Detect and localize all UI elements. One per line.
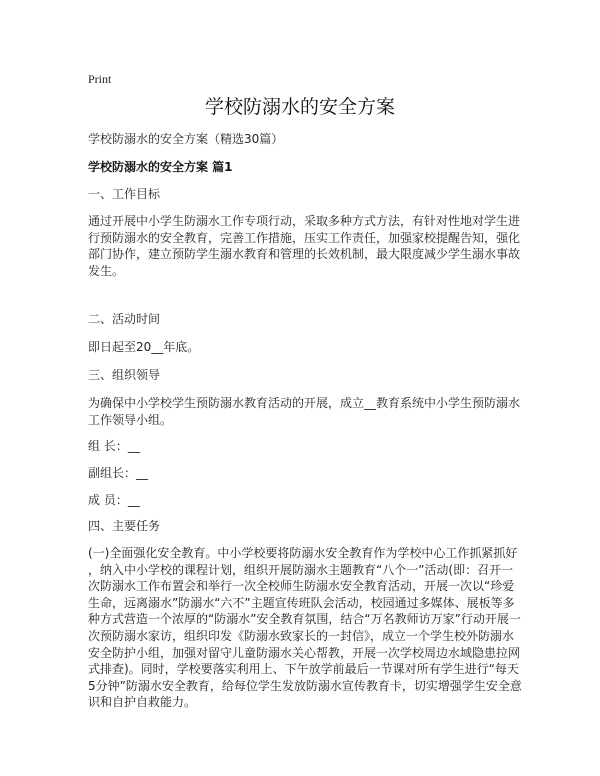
heading-tasks: 四、主要任务 — [88, 519, 161, 533]
heading-goals: 一、工作目标 — [88, 187, 161, 201]
paragraph-leadership — [88, 395, 528, 428]
text-line: 式排查)。同时，学校要落实利用上、下午放学前最后一节课对所有学生进行“每天 — [88, 662, 519, 677]
text-line: 发生。 — [88, 263, 125, 278]
text-line: 工作领导小组。 — [88, 412, 173, 427]
page-title: 学校防溺水的安全方案 — [204, 96, 395, 118]
text-line: 识和自护自救能力。 — [88, 695, 197, 710]
text-line: 5分钟”防溺水安全教育，给每位学生发放防溺水宣传教育卡，切实增强学生安全意 — [88, 678, 522, 693]
text-line: 种方式营造一个浓厚的“防溺水”安全教育氛围，结合“万名教师访万家”行动开展一 — [88, 612, 521, 627]
print-link[interactable]: Print — [88, 72, 112, 86]
leader-line: 组 长：__ — [88, 439, 140, 453]
paragraph-tasks — [88, 545, 528, 711]
members-line: 成 员：__ — [88, 493, 140, 507]
text-line: 部门协作，建立预防学生溺水教育和管理的长效机制，最大限度减少学生溺水事故 — [88, 247, 521, 262]
heading-leadership: 三、组织领导 — [88, 368, 161, 382]
section-heading: 学校防溺水的安全方案 篇1 — [88, 160, 233, 174]
text-line: 次防溺水工作布置会和举行一次全校师生防溺水安全教育活动，开展一次以“珍爱 — [88, 579, 515, 594]
text-line: 次预防溺水家访，组织印发《防溺水致家长的一封信》，成立一个学生校外防溺水 — [88, 628, 515, 643]
text-line: 安全防护小组，加强对留守儿童防溺水关心帮教，开展一次学校周边水域隐患拉网 — [88, 645, 521, 660]
text-line: ，纳入中小学校的课程计划，组织开展防溺水主题教育“八个一”活动(即：召开一 — [88, 562, 514, 577]
text-line: 通过开展中小学生防溺水工作专项行动，采取多种方式方法，有针对性地对学生进 — [88, 214, 521, 228]
paragraph-time: 即日起至20__年底。 — [88, 340, 200, 354]
heading-time: 二、活动时间 — [88, 312, 161, 326]
paragraph-goals — [88, 213, 528, 279]
text-line: 为确保中小学校学生预防溺水教育活动的开展，成立__教育系统中小学生预防溺水 — [88, 396, 521, 410]
text-line: 生命，远离溺水”防溺水“六不”主题宣传班队会活动，校园通过多媒体、展板等多 — [88, 595, 515, 610]
subtitle: 学校防溺水的安全方案（精选30篇） — [88, 132, 284, 146]
text-line: 行预防溺水的安全教育，完善工作措施，压实工作责任，加强家校提醒告知，强化 — [88, 230, 521, 245]
text-line: (一)全面强化安全教育。中小学校要将防溺水安全教育作为学校中心工作抓紧抓好 — [88, 546, 518, 560]
vice-leader-line: 副组长：__ — [88, 466, 149, 480]
